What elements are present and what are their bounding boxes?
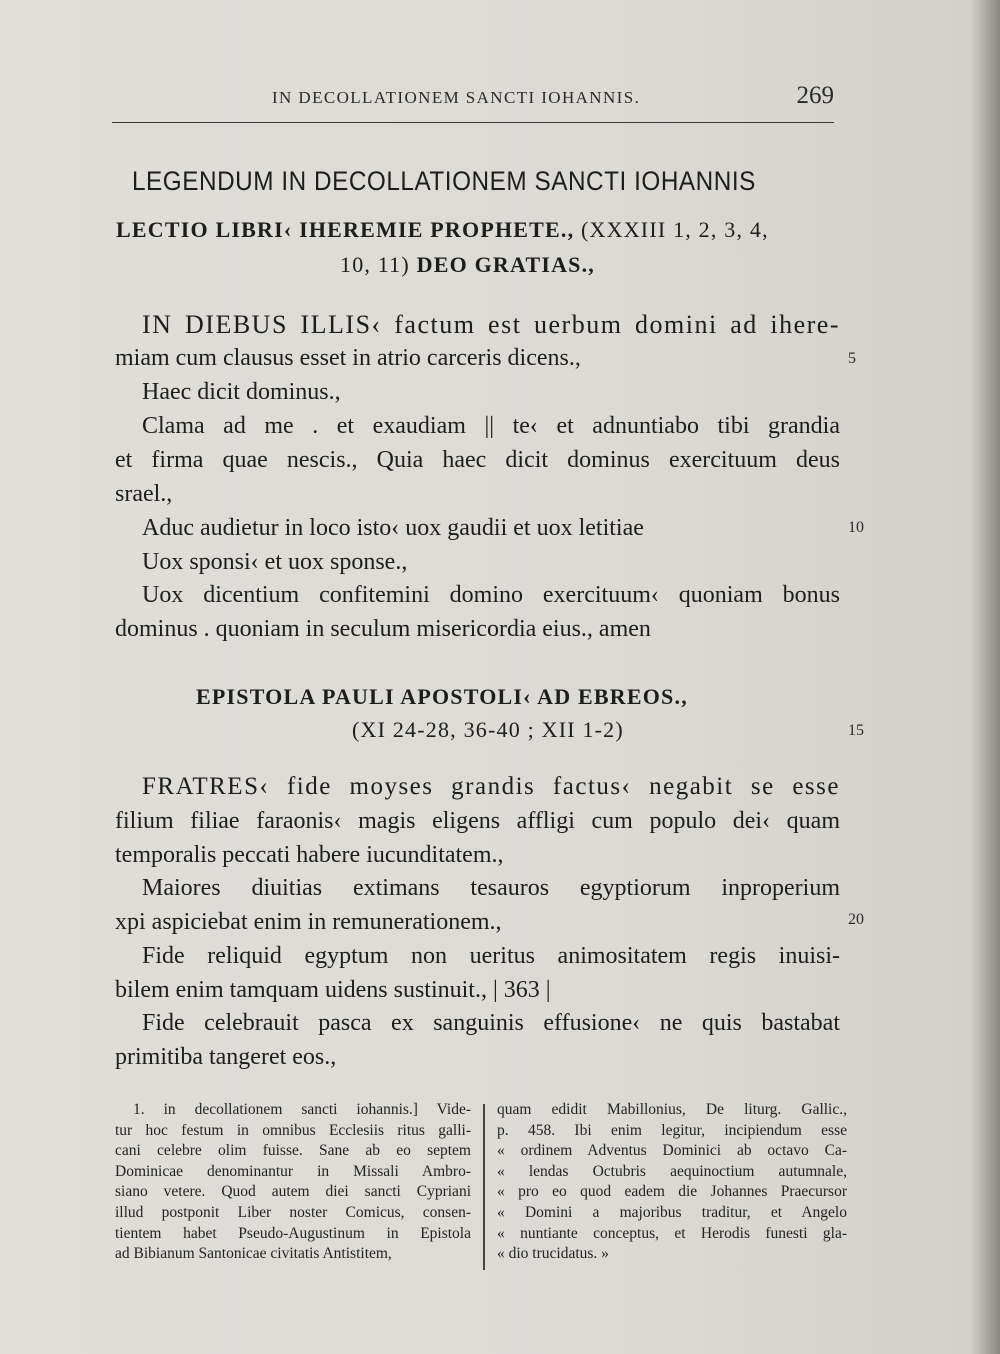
running-title: IN DECOLLATIONEM SANCTI IOHANNIS. bbox=[272, 88, 641, 107]
lectio-line: Clama ad me . et exaudiam || te‹ et adnuntiabo tibi grandia bbox=[142, 413, 840, 439]
lectio-line: et firma quae nescis., Quia haec dicit dominus exercituum deus bbox=[115, 447, 840, 473]
footnote-line: tientem habet Pseudo-Augustinum in Epistola bbox=[115, 1224, 471, 1242]
epistola-line: Fide reliquid egyptum non ueritus animositatem regis inuisi- bbox=[142, 943, 840, 969]
lectio-heading-line2 bbox=[340, 252, 595, 278]
lectio-heading-reference: (XXXIII 1, 2, 3, 4, bbox=[581, 217, 769, 242]
epistola-line: FRATRES‹ fide moyses grandis factus‹ negabit se esse bbox=[142, 773, 840, 800]
footnote-line: illud postponit Liber noster Comicus, consen- bbox=[115, 1203, 471, 1221]
footnote-line: cani celebre olim fuisse. Sane ab eo septem bbox=[115, 1142, 471, 1160]
lectio-heading-line1 bbox=[116, 217, 769, 243]
line-number: 15 bbox=[848, 722, 864, 739]
epistola-line: Fide celebrauit pasca ex sanguinis effusione‹ ne quis bastabat bbox=[142, 1010, 840, 1036]
lectio-heading-reference-cont: 10, 11) bbox=[340, 252, 410, 277]
epistola-line: xpi aspiciebat enim in remunerationem., bbox=[115, 909, 502, 935]
lectio-line: Haec dicit dominus., bbox=[142, 379, 341, 405]
lectio-line: srael., bbox=[115, 481, 173, 507]
lectio-line: miam cum clausus esset in atrio carceris dicens., bbox=[115, 345, 581, 371]
footnote-line: tur hoc festum in omnibus Ecclesiis ritus galli- bbox=[115, 1121, 471, 1139]
footnote-line: « lendas Octubris aequinoctium autumnale, bbox=[497, 1162, 847, 1180]
footnote-line: ad Bibianum Santonicae civitatis Antistitem, bbox=[115, 1245, 392, 1263]
lectio-line: IN DIEBUS ILLIS‹ factum est uerbum domini ad ihere- bbox=[142, 310, 840, 339]
running-head bbox=[112, 78, 834, 123]
lectio-line: Uox dicentium confitemini domino exercituum‹ quoniam bonus bbox=[142, 582, 840, 608]
line-number: 5 bbox=[848, 350, 856, 367]
footnote-column-left bbox=[115, 1100, 471, 1265]
main-title: LEGENDUM IN DECOLLATIONEM SANCTI IOHANNIS bbox=[132, 166, 756, 196]
lectio-heading-title: LECTIO LIBRI‹ IHEREMIE PROPHETE., bbox=[116, 217, 575, 242]
footnote-line: « dio trucidatus. » bbox=[497, 1245, 609, 1263]
footnotes bbox=[115, 1100, 845, 1280]
footnote-line: p. 458. Ibi enim legitur, incipiendum esse bbox=[497, 1121, 847, 1139]
epistola-line: temporalis peccati habere iucunditatem., bbox=[115, 842, 504, 868]
page-number: 269 bbox=[796, 82, 834, 109]
lectio-heading-response: DEO GRATIAS., bbox=[416, 252, 596, 277]
footnote-line: siano vetere. Quod autem diei sancti Cypriani bbox=[115, 1183, 471, 1201]
line-number: 10 bbox=[848, 519, 864, 536]
epistola-line: filium filiae faraonis‹ magis eligens affligi cum populo dei‹ quam bbox=[115, 808, 840, 834]
epistola-reference: (XI 24-28, 36-40 ; XII 1-2) bbox=[352, 717, 624, 742]
epistola-line: primitiba tangeret eos., bbox=[115, 1044, 337, 1070]
footnote-line: « nuntiante conceptus, et Herodis funesti gla- bbox=[497, 1224, 847, 1242]
footnote-line: 1. in decollationem sancti iohannis.] Vide- bbox=[133, 1101, 471, 1118]
epistola-heading: EPISTOLA PAULI APOSTOLI‹ AD EBREOS., bbox=[196, 684, 688, 709]
footnote-column-right bbox=[497, 1100, 847, 1265]
lectio-line: Aduc audietur in loco isto‹ uox gaudii et uox letitiae bbox=[142, 515, 644, 541]
footnote-line: quam edidit Mabillonius, De liturg. Gallic., bbox=[497, 1101, 847, 1118]
line-number: 20 bbox=[848, 911, 864, 928]
footnote-line: « ordinem Adventus Dominici ab octavo Ca- bbox=[497, 1142, 847, 1160]
epistola-line: bilem enim tamquam uidens sustinuit., | 363 | bbox=[115, 977, 551, 1003]
lectio-line: Uox sponsi‹ et uox sponse., bbox=[142, 549, 408, 575]
footnote-line: « pro eo quod eadem die Johannes Praecursor bbox=[497, 1183, 847, 1201]
footnote-line: « Domini a majoribus traditur, et Angelo bbox=[497, 1203, 847, 1221]
lectio-line: dominus . quoniam in seculum misericordia eius., amen bbox=[115, 616, 651, 642]
footnote-line: Dominicae denominantur in Missali Ambro- bbox=[115, 1162, 471, 1180]
epistola-line: Maiores diuitias extimans tesauros egyptiorum inproperium bbox=[142, 875, 840, 901]
footnote-column-divider bbox=[483, 1104, 485, 1270]
